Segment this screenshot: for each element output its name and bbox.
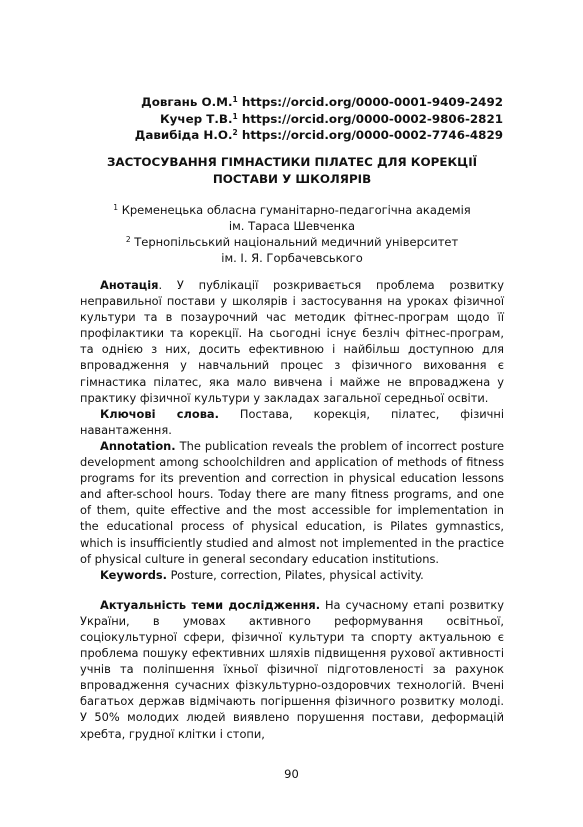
keywords-en-text: Posture, correction, Pilates, physical activity. bbox=[167, 567, 424, 582]
author-name: Довгань О.М. bbox=[141, 95, 233, 109]
author-line bbox=[135, 94, 503, 111]
author-orcid-link[interactable]: https://orcid.org/0000-0002-7746-4829 bbox=[241, 128, 503, 142]
author-name: Давибіда Н.О. bbox=[134, 128, 233, 142]
relevance-label: Актуальність теми дослідження. bbox=[100, 597, 321, 612]
affiliation-name: Тернопільський національний медичний університет bbox=[134, 235, 459, 250]
author-line bbox=[135, 111, 503, 128]
abstract-ua bbox=[80, 277, 504, 406]
author-line bbox=[135, 127, 503, 144]
abstract-en bbox=[80, 438, 504, 567]
affiliation-line: ім. І. Я. Горбачевського bbox=[221, 251, 363, 266]
keywords-ua-label: Ключові слова. bbox=[100, 406, 219, 421]
author-orcid-link[interactable]: https://orcid.org/0000-0001-9409-2492 bbox=[241, 95, 503, 109]
page-number: 90 bbox=[284, 767, 299, 781]
affiliation-name: Кременецька обласна гуманітарно-педагогічна академія bbox=[121, 203, 471, 217]
affiliation-marker: 2 bbox=[125, 235, 131, 245]
affiliation-line bbox=[80, 234, 504, 250]
relevance-paragraph bbox=[80, 597, 504, 742]
affiliation-marker: 1 bbox=[113, 203, 119, 212]
author-affiliation-marker: 1 bbox=[232, 111, 238, 121]
abstract-en-text: The publication reveals the problem of incorrect posture development among schoolchildren and application of methods of fitness programs for its prevention and correction in physical education lessons and after-school hours. Today there are many fitness programs, and one of them, quite effective and the most accessible for implementation in the educational process of physical education, is Pilates gymnastics, which is insufficiently studied and almost not implemented in the practice of physical culture in general secondary education institutions. bbox=[80, 438, 504, 566]
author-affiliation-marker: 2 bbox=[232, 128, 238, 137]
paper-title: ЗАСТОСУВАННЯ ГІМНАСТИКИ ПІЛАТЕС ДЛЯ КОРЕКЦІЇ ПОСТАВИ У ШКОЛЯРІВ bbox=[106, 155, 478, 186]
affiliation-line bbox=[80, 202, 504, 218]
abstract-en-label: Annotation. bbox=[100, 438, 176, 453]
affiliation-list bbox=[80, 202, 504, 266]
keywords-ua bbox=[80, 406, 504, 438]
section-spacer bbox=[80, 583, 504, 597]
abstract-ua-label: Анотація bbox=[100, 278, 159, 292]
paper-body bbox=[80, 277, 504, 742]
keywords-ua-text: Постава, корекція, пілатес, фізичні навантаження. bbox=[80, 406, 505, 437]
relevance-text: На сучасному етапі розвитку України, в умовах активного реформування освітньої, соціокультурної сфери, фізичної культури та спорту актуальною є проблема пошуку ефективних шляхів підвищення рухової активності учнів та поліпшення їхньої фізичної підготовленості за рахунок впровадження сучасних фізкультурно-оздоровчих технологій. Вчені багатьох держав відмічають погіршення фізичного розвитку молоді. У 50% молодих людей виявлено порушення постави, деформацій хребта, грудної клітки і стопи, bbox=[80, 597, 504, 741]
keywords-en-label: Keywords. bbox=[100, 567, 168, 582]
affiliation-line: ім. Тараса Шевченка bbox=[228, 219, 356, 234]
author-list bbox=[135, 94, 503, 144]
author-name: Кучер Т.В. bbox=[159, 111, 233, 126]
author-affiliation-marker: 1 bbox=[232, 95, 238, 104]
abstract-ua-text: . У публікації розкривається проблема розвитку неправильної постави у школярів і застосування на уроках фізичної культури та в позаурочний час методик фітнес-програм щодо її профілактики та корекції. На сьогодні існує безліч фітнес-програм, та однією з них, досить ефективною і найбільш доступною для впровадження у навчальний процес з фізичного виховання є гімнастика пілатес, яка мало вивчена і майже не впроваджена у практику фізичної культури у закладах загальної середньої освіти. bbox=[80, 278, 504, 405]
keywords-en bbox=[80, 567, 504, 583]
author-orcid-link[interactable]: https://orcid.org/0000-0002-9806-2821 bbox=[241, 111, 503, 126]
